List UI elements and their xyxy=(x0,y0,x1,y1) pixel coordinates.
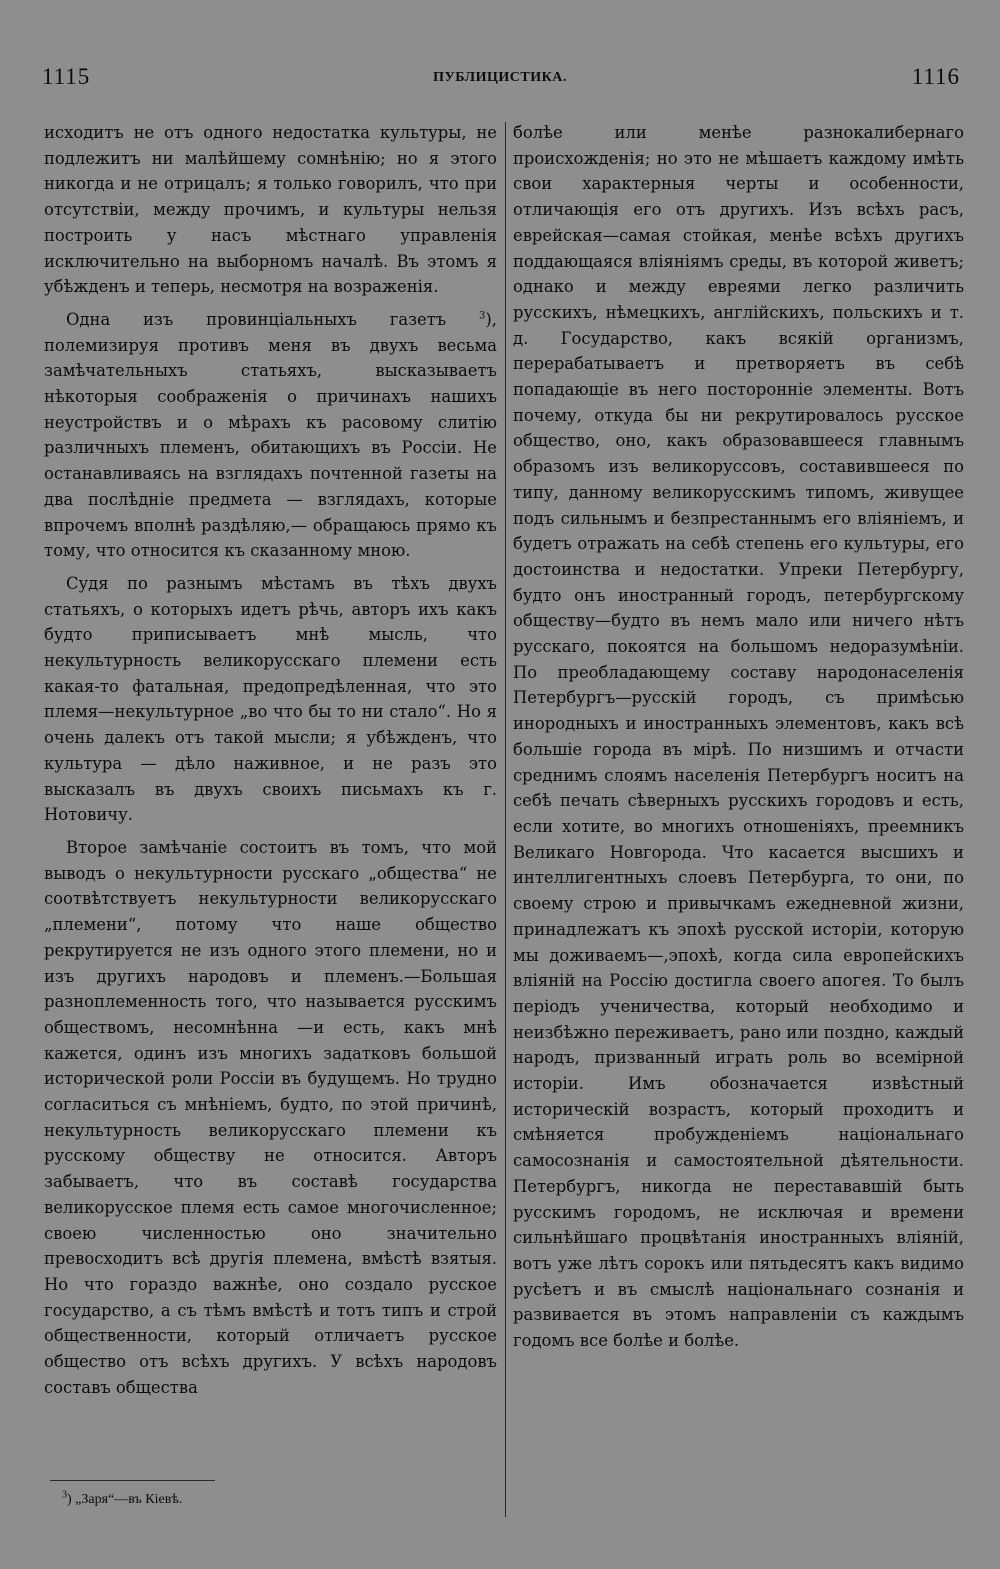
footnote-reference: 3 xyxy=(479,310,486,322)
left-paragraph-2 xyxy=(44,307,497,564)
right-page-number: 1116 xyxy=(911,64,960,89)
footnote xyxy=(62,1489,183,1508)
left-paragraph-4: Второе замѣчаніе состоитъ въ томъ, что мой выводъ о некультурности русскаго „общества“ не соотвѣтствуетъ некультурности великорусскаго „племени“, потому что наше общество рекрутируется не изъ одного этого племени, но и изъ другихъ народовъ и племенъ.—Большая разноплеменность того, что называется русскимъ обществомъ, несомнѣнна —и есть, какъ мнѣ кажется, одинъ изъ многихъ задатковъ большой исторической роли Россіи въ будущемъ. Но трудно согласиться съ мнѣніемъ, будто, по этой причинѣ, некультурность великорусскаго племени къ русскому обществу не относится. Авторъ забываетъ, что въ составѣ государства великорусское племя есть самое многочисленное; своею численностью оно значительно превосходитъ всѣ другія племена, вмѣстѣ взятыя. Но что гораздо важнѣе, оно создало русское государство, а съ тѣмъ вмѣстѣ и тотъ типъ и строй общественности, который отличаетъ русское общество отъ всѣхъ другихъ. У всѣхъ народовъ составъ общества xyxy=(44,837,497,1397)
left-page-number: 1115 xyxy=(42,64,91,89)
running-title: ПУБЛИЦИСТИКА. xyxy=(433,70,567,85)
footnote-text: ) „Заря“—въ Кіевѣ. xyxy=(67,1492,183,1507)
left-paragraph-2-start: Одна изъ провинціальныхъ газетъ xyxy=(66,309,480,329)
right-column xyxy=(513,120,964,1354)
left-paragraph-1: исходитъ не отъ одного недостатка культуры, не подлежитъ ни малѣйшему сомнѣнію; но я этого никогда и не отрицалъ; я только говорилъ, что при отсутствіи, между прочимъ, и культуры нельзя построить у насъ мѣстнаго управленія исключительно на выборномъ началѣ. Въ этомъ я убѣжденъ и теперь, несмотря на возраженія. xyxy=(44,123,497,297)
left-column xyxy=(44,120,497,1400)
right-paragraph-1: болѣе или менѣе разнокалибернаго происхожденія; но это не мѣшаетъ каждому имѣть свои характерныя черты и особенности, отличающія его отъ другихъ. Изъ всѣхъ расъ, еврейская—самая стойкая, менѣе всѣхъ другихъ поддающаяся вліяніямъ среды, въ которой живетъ; однако и между евреями легко различить русскихъ, нѣмецкихъ, англійскихъ, польскихъ и т. д. Государство, какъ всякій организмъ, перерабатываетъ и претворяетъ въ себѣ попадающіе въ него посторонніе элементы. Вотъ почему, откуда бы ни рекрутировалось русское общество, оно, какъ образовавшееся главнымъ образомъ изъ великоруссовъ, составившееся по типу, данному великорусскимъ типомъ, живущее подъ сильнымъ и безпрестаннымъ его вліяніемъ, и будетъ отражать на себѣ степень его культуры, его достоинства и недостатки. Упреки Петербургу, будто онъ иностранный городъ, петербургскому обществу—будто въ немъ мало или ничего нѣтъ русскаго, покоятся на большомъ недоразумѣніи. По преобладающему составу народонаселенія Петербургъ—русскій городъ, съ примѣсью инородныхъ и иностранныхъ элементовъ, какъ всѣ большіе города въ мірѣ. По низшимъ и отчасти среднимъ слоямъ населенія Петербургъ носитъ на себѣ печать сѣверныхъ русскихъ городовъ и есть, если хотите, во многихъ отношеніяхъ, преемникъ Великаго Новгорода. Что касается высшихъ и интеллигентныхъ слоевъ Петербурга, то они, по своему строю и привычкамъ ежедневной жизни, принадлежатъ къ эпохѣ русской исторіи, которую мы доживаемъ—,эпохѣ, когда сила европейскихъ вліяній на Россію достигла своего апогея. То былъ періодъ ученичества, который необходимо и неизбѣжно переживаетъ, рано или поздно, каждый народъ, призванный играть роль во всемірной исторіи. Имъ обозначается извѣстный историческій возрастъ, который проходитъ и смѣняется пробужденіемъ національнаго самосознанія и самостоятельной дѣятельности. Петербургъ, никогда не перестававшій быть русскимъ городомъ, не исключая и времени сильнѣйшаго процвѣтанія иностранныхъ вліяній, вотъ уже лѣтъ сорокъ или пятьдесятъ какъ видимо русѣетъ и въ смыслѣ національнаго сознанія и развивается въ этомъ направленіи съ каждымъ годомъ все болѣе и болѣе. xyxy=(513,123,964,1351)
page-header xyxy=(40,64,960,104)
column-divider xyxy=(505,122,506,1517)
left-paragraph-2-rest: ), полемизируя противъ меня въ двухъ весьма замѣчательныхъ статьяхъ, высказываетъ нѣкоторыя соображенія о причинахъ нашихъ неустройствъ и о мѣрахъ къ расовому слитію различныхъ племенъ, обитающихъ въ Россіи. Не останавливаясь на взглядахъ почтенной газеты на два послѣдніе предмета — взглядахъ, которые впрочемъ вполнѣ раздѣляю,— обращаюсь прямо къ тому, что относится къ сказанному мною. xyxy=(44,309,497,561)
footnote-rule xyxy=(50,1480,215,1481)
left-paragraph-3: Судя по разнымъ мѣстамъ въ тѣхъ двухъ статьяхъ, о которыхъ идетъ рѣчь, авторъ ихъ какъ будто приписываетъ мнѣ мысль, что некультурность великорусскаго племени есть какая-то фатальная, предопредѣленная, что это племя—некультурное „во что бы то ни стало“. Но я очень далекъ отъ такой мысли; я убѣжденъ, что культура — дѣло наживное, и не разъ это высказалъ въ двухъ своихъ письмахъ къ г. Нотовичу. xyxy=(44,573,497,825)
footnote-marker: 3 xyxy=(62,1489,67,1501)
